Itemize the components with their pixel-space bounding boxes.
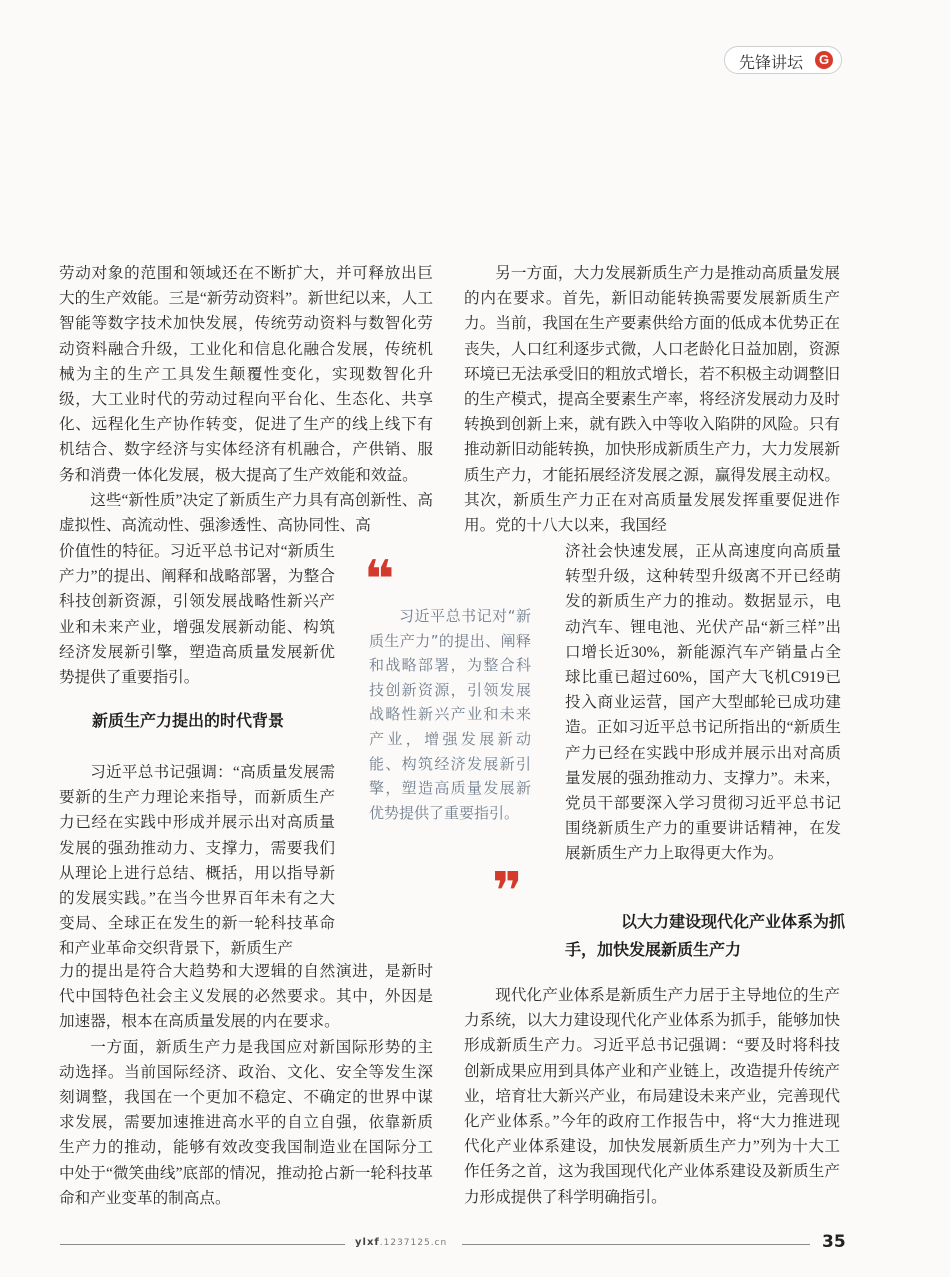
footer-site-brand: ylxf	[355, 1237, 380, 1248]
magazine-logo-icon: G	[815, 51, 833, 69]
footer-rule-left	[60, 1244, 345, 1245]
footer-site	[355, 1237, 447, 1248]
page-number: 35	[822, 1232, 846, 1252]
section-heading	[565, 908, 845, 964]
right-column-bottom	[464, 983, 840, 1210]
section-heading-line: 以大力建设现代化产业体系为抓	[620, 912, 845, 931]
paragraph: 劳动对象的范围和领域还在不断扩大，并可释放出巨大的生产效能。三是“新劳动资料”。新世纪以来，人工智能等数字技术加快发展，传统劳动资料与数智化劳动资料融合升级，工业化和信息化融合发展，传统机械为主的生产工具发生颠覆性变化，实现数智化升级，大工业时代的劳动过程向平台化、生态化、共享化、远程化生产协作转变，促进了生产的线上线下有机结合、数字经济与实体经济有机融合，产供销、服务和消费一体化发展，极大提高了生产效能和效益。	[59, 265, 433, 484]
footer-rule-right	[462, 1244, 810, 1245]
section-tag-label: 先锋讲坛	[739, 55, 804, 72]
section-heading: 新质生产力提出的时代背景	[92, 711, 285, 730]
paragraph: 另一方面，大力发展新质生产力是推动高质量发展的内在要求。首先，新旧动能转换需要发展新质生产力。当前，我国在生产要素供给方面的低成本优势正在丧失，人口红利逐步式微，人口老龄化日益加剧，资源环境已无法承受旧的粗放式增长，若不积极主动调整旧的生产模式，提高全要素生产率，将经济发展动力及时转换到创新上来，就有跌入中等收入陷阱的风险。只有推动新旧动能转换，加快形成新质生产力，大力发展新质生产力，才能拓展经济发展之源，赢得发展主动权。其次，新质生产力正在对高质量发展发挥重要促进作用。党的十八大以来，我国经	[464, 265, 840, 535]
left-column-narrow-a	[59, 539, 335, 690]
left-column-bottom	[59, 959, 433, 1211]
paragraph: 价值性的特征。习近平总书记对“新质生产力”的提出、阐释和战略部署，为整合科技创新资源，引领发展战略性新兴产业和未来产业，增强发展新动能、构筑经济发展新引擎，塑造高质量发展新优势提供了重要指引。	[59, 543, 335, 687]
right-column-narrow	[565, 539, 841, 867]
quote-close-icon: ❞	[492, 862, 523, 922]
paragraph: 习近平总书记强调：“高质量发展需要新的生产力理论来指导，而新质生产力已经在实践中形成并展示出对高质量发展的强劲推动力、支撑力，需要我们从理论上进行总结、概括，用以指导新的发展实践。”在当今世界百年未有之大变局、全球正在发生的新一轮科技革命和产业革命交织背景下，新质生产	[59, 764, 335, 958]
footer-site-domain: .1237125.cn	[379, 1238, 448, 1248]
left-column-top	[59, 261, 433, 538]
paragraph: 济社会快速发展，正从高速度向高质量转型升级，这种转型升级离不开已经萌发的新质生产力的推动。数据显示，电动汽车、锂电池、光伏产品“新三样”出口增长近30%，新能源汽车产销量占全球比重已超过60%，国产大飞机C919已投入商业运营，国产大型邮轮已成功建造。正如习近平总书记所指出的“新质生产力已经在实践中形成并展示出对高质量发展的强劲推动力、支撑力”。未来，党员干部要深入学习贯彻习近平总书记围绕新质生产力的重要讲话精神，在发展新质生产力上取得更大作为。	[565, 543, 841, 863]
right-column-top	[464, 261, 840, 538]
section-heading-line: 手，加快发展新质生产力	[565, 940, 742, 959]
paragraph: 一方面，新质生产力是我国应对新国际形势的主动选择。当前国际经济、政治、文化、安全等发生深刻调整，我国在一个更加不稳定、不确定的世界中谋求发展，需要加速推进高水平的自立自强，依靠新质生产力的推动，能够有效改变我国制造业在国际分工中处于“微笑曲线”底部的情况，推动抢占新一轮科技革命和产业变革的制高点。	[59, 1038, 433, 1207]
paragraph: 力的提出是符合大趋势和大逻辑的自然演进，是新时代中国特色社会主义发展的必然要求。其中，外因是加速器，根本在高质量发展的内在要求。	[59, 963, 433, 1031]
pull-quote: 习近平总书记对“新质生产力”的提出、阐释和战略部署，为整合科技创新资源，引领发展战略性新兴产业和未来产业，增强发展新动能、构筑经济发展新引擎，塑造高质量发展新优势提供了重要指引。	[369, 607, 531, 822]
paragraph: 这些“新性质”决定了新质生产力具有高创新性、高虚拟性、高流动性、强渗透性、高协同性、高	[59, 491, 433, 535]
section-tag	[724, 46, 842, 74]
left-column-narrow-b	[59, 760, 335, 962]
paragraph: 现代化产业体系是新质生产力居于主导地位的生产力系统，以大力建设现代化产业体系为抓手，能够加快形成新质生产力。习近平总书记强调：“要及时将科技创新成果应用到具体产业和产业链上，改造提升传统产业，培育壮大新兴产业，布局建设未来产业，完善现代化产业体系。”今年的政府工作报告中，将“大力推进现代化产业体系建设，加快发展新质生产力”列为十大工作任务之首，这为我国现代化产业体系建设及新质生产力形成提供了科学明确指引。	[464, 987, 840, 1206]
quote-open-icon: ❝	[364, 550, 395, 610]
